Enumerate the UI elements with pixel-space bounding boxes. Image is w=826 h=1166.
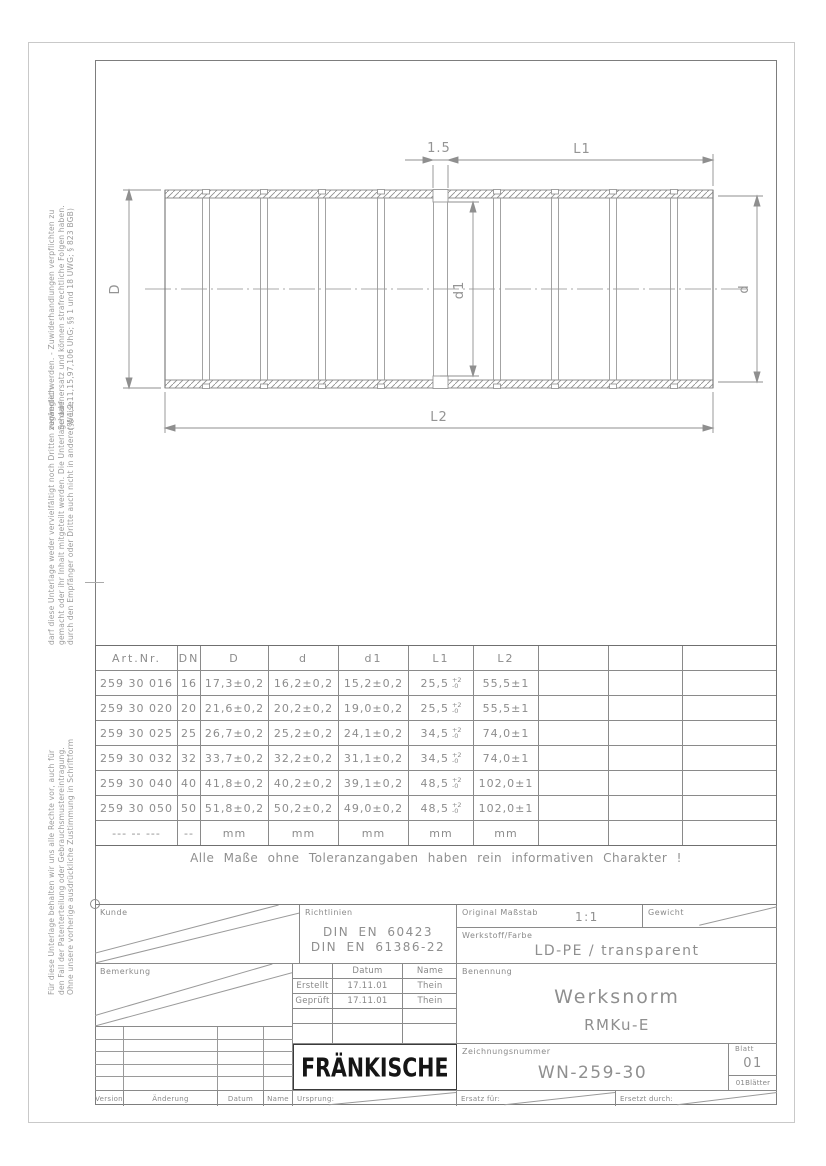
fraenkische-logo [293,1044,457,1090]
dimension-L1 [448,154,713,186]
massstab-cell [457,905,643,928]
fraenkische-logo-text: FRÄNKISCHE [301,1051,449,1083]
version-label: Version [95,1091,124,1106]
dimension-slot [405,157,458,188]
blaetter-count: 01Blätter [729,1075,777,1091]
tolerance-note: Alle Maße ohne Toleranzangaben haben rein informativen Charakter ! [190,851,682,865]
cell-L1: mm [409,821,474,845]
werkstoff-value: LD-PE / transparent [534,943,700,959]
erstellt-name: Thein [403,979,457,994]
bemerkung-label: Bemerkung [100,967,151,976]
table-row [96,746,776,771]
cell-L2: 55,5±1 [474,696,539,720]
cell-artnr: 259 30 016 [96,671,178,695]
col-header-dn: DN [178,646,201,670]
cell-L1: 25,5 +2 -0 [409,671,474,695]
cell-dn: -- [178,821,201,845]
richtlinien-cell [300,905,457,964]
cell-dn: 32 [178,746,201,770]
zeichnungsnummer-label: Zeichnungsnummer [462,1047,551,1056]
cell-artnr: 259 30 032 [96,746,178,770]
col-header-empty [609,646,683,670]
cell-L1: 25,5 +2 -0 [409,696,474,720]
blatt-number: 01 [743,1056,763,1071]
ursprung-label: Ursprung: [297,1094,335,1103]
title-rmku-e: RMKu-E [584,1016,650,1034]
ersatz-fuer-cell [457,1091,616,1106]
col-header-D: D [201,646,269,670]
cell-dn: 40 [178,771,201,795]
ursprung-cell [293,1091,457,1106]
ersetzt-durch-cell [616,1091,777,1106]
cell-d: 32,2±0,2 [269,746,339,770]
approval-name-header: Name [403,964,457,979]
werkstoff-label: Werkstoff/Farbe [462,931,533,940]
massstab-label: Original Maßstab [462,908,538,917]
cell-d: 50,2±0,2 [269,796,339,820]
legal-text-block-middle [47,387,76,645]
erstellt-datum: 17.11.01 [333,979,403,994]
cell-L2: 55,5±1 [474,671,539,695]
title-block [95,904,777,1105]
center-slot-top [433,190,448,203]
geprueft-label: Geprüft [293,994,333,1009]
legal-line: Schadenersatz und können strafrechtliche Folgen haben. [56,205,66,430]
cell-d1: 19,0±0,2 [339,696,409,720]
cell-artnr: 259 30 020 [96,696,178,720]
cell-d: 40,2±0,2 [269,771,339,795]
cell-L1: 48,5 +2 -0 [409,796,474,820]
cell-d1: 49,0±0,2 [339,796,409,820]
dimension-label-d1: d1 [452,280,467,300]
crossed-out-lines [95,905,299,963]
cell-D: 41,8±0,2 [201,771,269,795]
pipe-section-drawing [95,120,777,450]
cell-L2: 102,0±1 [474,771,539,795]
dimension-label-d: d [737,284,752,294]
cell-d1: 31,1±0,2 [339,746,409,770]
cell-D: 33,7±0,2 [201,746,269,770]
aenderung-label: Änderung [124,1091,218,1106]
table-row [96,721,776,746]
gewicht-cell [643,905,777,928]
legal-text-block-top [47,138,76,430]
cell-L2: 102,0±1 [474,796,539,820]
cell-d: mm [269,821,339,845]
cell-d1: 15,2±0,2 [339,671,409,695]
kunde-label: Kunde [100,908,128,917]
table-row [96,771,776,796]
col-header-empty [539,646,609,670]
cell-L1: 34,5 +2 -0 [409,721,474,745]
legal-line: durch den Empfänger oder Dritte auch nicht in anderer Weise [66,401,75,645]
richtlinien-value-1: DIN EN 60423 [322,925,434,939]
cell-D: 51,8±0,2 [201,796,269,820]
col-header-empty [683,646,776,670]
geprueft-datum: 17.11.01 [333,994,403,1009]
cell-dn: 20 [178,696,201,720]
legal-text-block-bottom [47,738,76,995]
ersetzt-durch-label: Ersetzt durch: [620,1094,674,1103]
cell-d: 20,2±0,2 [269,696,339,720]
table-row [96,671,776,696]
cell-d: 16,2±0,2 [269,671,339,695]
crossed-out-line [643,905,777,927]
bemerkung-cell [95,964,293,1027]
col-header-d: d [269,646,339,670]
cell-D: 17,3±0,2 [201,671,269,695]
cell-L1: 34,5 +2 -0 [409,746,474,770]
richtlinien-label: Richtlinien [305,908,353,917]
table-row [96,796,776,821]
ersatz-fuer-label: Ersatz für: [461,1094,501,1103]
cell-dn: 16 [178,671,201,695]
revision-grid [95,1027,293,1090]
blatt-label: Blatt [735,1045,755,1053]
cell-dn: 25 [178,721,201,745]
cell-D: mm [201,821,269,845]
dimensions-table [95,645,777,846]
legal-line: verwertet werden. - Zuwiderhandlungen verpflichten zu [47,209,56,430]
col-header-d1: d1 [339,646,409,670]
table-header-row [96,646,776,671]
dimension-label-slot: 1.5 [427,141,451,156]
legal-line: Für diese Unterlage behalten wir uns alle Rechte vor, auch für [47,749,56,995]
cell-artnr: 259 30 050 [96,796,178,820]
cell-D: 21,6±0,2 [201,696,269,720]
table-units-row [96,821,776,845]
benennung-label: Benennung [462,967,513,976]
crossed-out-line [616,1091,777,1106]
erstellt-label: Erstellt [293,979,333,994]
cell-artnr: 259 30 040 [96,771,178,795]
cell-L1: 48,5 +2 -0 [409,771,474,795]
crossed-out-line [457,1091,615,1106]
blatt-cell [729,1044,777,1090]
legal-line: gemacht oder ihr Inhalt mitgeteilt werden. Die Unterlage darf [56,401,66,645]
col-header-artnr: Art.Nr. [96,646,178,670]
cell-d1: 39,1±0,2 [339,771,409,795]
richtlinien-value-2: DIN EN 61386-22 [310,940,446,954]
cell-L2: 74,0±1 [474,746,539,770]
dimension-label-L1: L1 [573,142,591,157]
approval-datum-header: Datum [333,964,403,979]
cell-D: 26,7±0,2 [201,721,269,745]
legal-line: (§§ 1,2,11,15,97,106 UhG; §§ 1 und 18 UWG; § 823 BGB) [66,207,75,430]
massstab-value: 1:1 [575,910,599,924]
cell-artnr: --- -- --- [96,821,178,845]
dimension-label-L2: L2 [430,410,448,425]
crossed-out-lines [95,964,292,1026]
name-label: Name [264,1091,293,1106]
cell-d: 25,2±0,2 [269,721,339,745]
zeichnungsnummer-cell [457,1044,729,1090]
kunde-cell [95,905,300,964]
center-slot-bottom [433,376,448,389]
cell-artnr: 259 30 025 [96,721,178,745]
table-row [96,696,776,721]
fold-mark [85,582,104,583]
legal-line: darf diese Unterlage weder vervielfältigt noch Dritten zugänglich [47,387,56,645]
col-header-L2: L2 [474,646,539,670]
cell-L2: 74,0±1 [474,721,539,745]
geprueft-name: Thein [403,994,457,1009]
col-header-L1: L1 [409,646,474,670]
gewicht-label: Gewicht [648,908,684,917]
werkstoff-cell [457,928,777,964]
cell-d1: mm [339,821,409,845]
legal-line: den Fall der Patenterteilung oder Gebrauchsmustereintragung. [56,747,66,995]
crossed-out-line [293,1091,456,1106]
bottom-strip [95,1090,777,1106]
benennung-cell [457,964,777,1044]
cell-d1: 24,1±0,2 [339,721,409,745]
zeichnungsnummer-value: WN-259-30 [537,1063,648,1083]
dimension-label-D: D [108,283,123,295]
title-werksnorm: Werksnorm [554,986,680,1008]
cell-dn: 50 [178,796,201,820]
cell-L2: mm [474,821,539,845]
approval-table [293,964,457,1044]
legal-line: Ohne unsere vorherige ausdrückliche Zustimmung in Schriftform [66,738,75,995]
datum-label: Datum [218,1091,264,1106]
